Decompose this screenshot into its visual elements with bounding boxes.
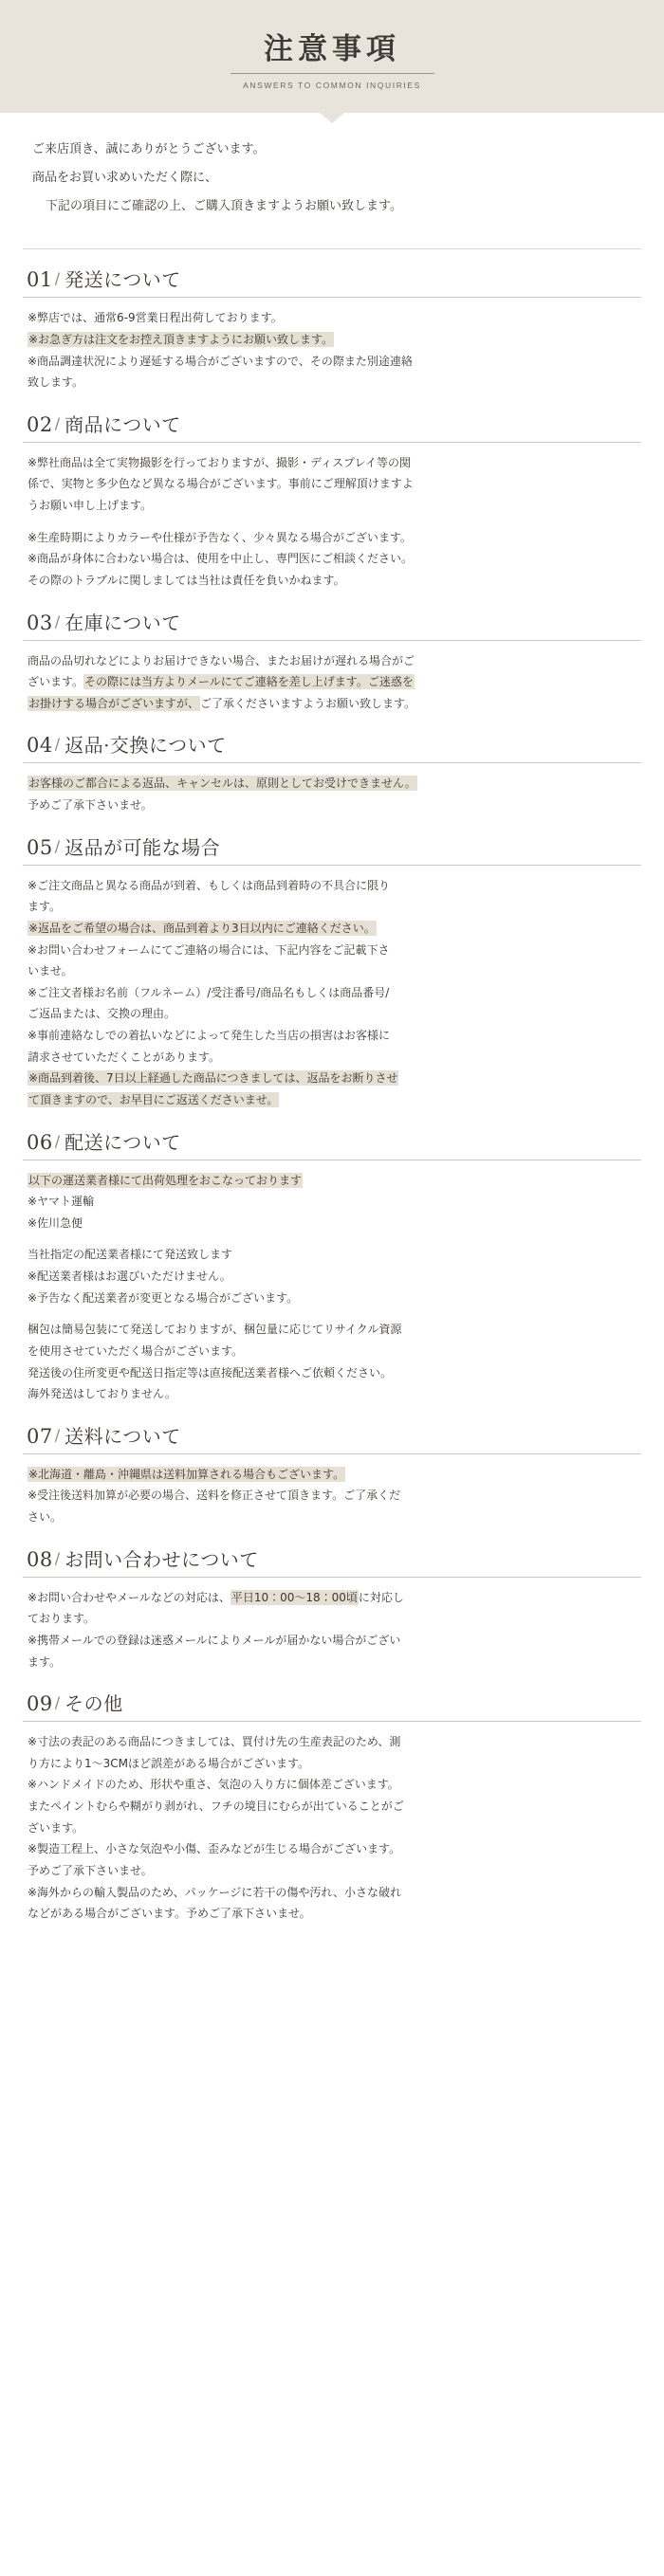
section-number: 07 (27, 1424, 53, 1448)
section-title: 返品·交換について (65, 734, 227, 758)
highlighted-text: ※北海道・離島・沖縄県は送料加算される場合もございます。 (28, 1467, 345, 1481)
section-number: 08 (27, 1547, 53, 1571)
section-number: 05 (27, 835, 53, 859)
page-header (0, 0, 664, 113)
section-line: ※お問い合わせフォームにてご連絡の場合には、下記内容をご記載下さ (28, 942, 390, 957)
section-line: 致します。 (28, 375, 84, 390)
section-line: ※ヤマト運輸 (28, 1195, 95, 1209)
section-line: ※佐川急便 (28, 1215, 83, 1230)
section-body (23, 1588, 641, 1672)
section-line: ※予告なく配送業者が変更となる場合がございます。 (28, 1290, 299, 1305)
section-line: いませ。 (28, 964, 73, 978)
section-title: 送料について (65, 1424, 181, 1448)
section-line: ※お問い合わせやメールなどの対応は、平日10：00～18：00頃に対応し (28, 1590, 404, 1604)
section-line: ます。 (28, 900, 62, 914)
section-line: 当社指定の配送業者様にて発送致します (28, 1248, 233, 1262)
highlighted-text: ※商品到着後、7日以上経過した商品につきましては、返品をお断りさせ (28, 1071, 398, 1086)
section-header (23, 1689, 641, 1722)
section-number: 01 (27, 268, 53, 292)
section-line: お掛けする場合がございますが、ご了承くださいますようお願い致します。 (28, 696, 416, 710)
sections-container (0, 249, 664, 1924)
section-slash: / (54, 735, 61, 754)
section-line (28, 1069, 636, 1088)
section-body (23, 1732, 641, 1924)
section-body (23, 876, 641, 1110)
section-number: 03 (27, 611, 53, 634)
section-line: ざいます。 (28, 1820, 84, 1835)
section-line: ※事前連絡なしでの着払いなどによって発生した当店の損害はお客様に (28, 1029, 391, 1042)
section-line: ※ご注文商品と異なる商品が到着、もしくは商品到着時の不具合に限り (28, 878, 391, 892)
section-line: ます。 (28, 1654, 62, 1669)
section-body (23, 453, 641, 591)
title-divider (231, 73, 434, 74)
section-line: ※配送業者様はお選びいただけません。 (28, 1270, 231, 1283)
section-line: などがある場合がございます。予めご了承下さいませ。 (28, 1907, 311, 1921)
section-line: さい。 (28, 1510, 63, 1524)
page-subtitle: ANSWERS TO COMMON INQUIRIES (243, 81, 421, 90)
section-line: 商品の品切れなどによりお届けできない場合、またお届けが遅れる場合がご (28, 653, 415, 667)
intro-block (0, 113, 664, 248)
section-slash: / (54, 1131, 61, 1150)
section-line: ております。 (28, 1612, 96, 1626)
section-line (28, 1171, 636, 1191)
section-number: 04 (27, 734, 53, 758)
section-line: ※弊店では、通常6-9営業日程出荷しております。 (28, 311, 283, 325)
section-slash: / (54, 612, 61, 630)
section-line: 梱包は簡易包装にて発送しておりますが、梱包量に応じてリサイクル資源 (28, 1323, 402, 1337)
section-line: ※生産時期によりカラーや仕様が予告なく、少々異なる場合がございます。 (28, 530, 412, 544)
section-number: 06 (27, 1130, 53, 1154)
section-title: 配送について (65, 1130, 181, 1154)
section-line: ※受注後送料加算が必要の場合、送料を修正させて頂きます。ご了承くだ (28, 1489, 401, 1503)
section-header (23, 1544, 641, 1578)
section-line: 請求させていただくことがあります。 (28, 1050, 221, 1064)
intro-line-2: 商品をお買い求めいただく際に、 (32, 170, 218, 185)
section-line (28, 774, 636, 794)
section-01 (23, 249, 641, 393)
section-title: 在庫について (65, 611, 181, 634)
section-line: ご返品または、交換の理由。 (28, 1007, 176, 1021)
section-title: お問い合わせについて (65, 1547, 259, 1571)
section-line (28, 1090, 636, 1110)
section-body (23, 651, 641, 714)
section-line: その際のトラブルに関しましては当社は責任を負いかねます。 (28, 573, 345, 587)
down-arrow-icon (320, 113, 344, 123)
section-slash: / (54, 1693, 61, 1712)
section-line (28, 1465, 636, 1485)
section-header (23, 1421, 641, 1454)
section-line: うお願い申し上げます。 (28, 499, 153, 512)
section-line: ※ハンドメイドのため、形状や重さ、気泡の入り方に個体差ございます。 (28, 1778, 399, 1792)
section-line: ※寸法の表記のある商品につきましては、買付け先の生産表記のため、測 (28, 1735, 401, 1749)
section-line: ※海外からの輸入製品のため、パッケージに若干の傷や汚れ、小さな破れ (28, 1885, 402, 1899)
section-slash: / (54, 269, 61, 288)
highlighted-text: お掛けする場合がございますが、 (28, 696, 200, 710)
section-line: ※商品調達状況により遅延する場合がございますので、その際また別途連絡 (28, 354, 413, 368)
section-line: り方により1～3CMほど誤差がある場合がございます。 (28, 1756, 310, 1770)
intro-line-3: 下記の項目にご確認の上、ご購入頂きますようお願い致します。 (46, 198, 402, 213)
section-line (28, 919, 636, 939)
highlighted-text: 平日10：00～18：00頃 (231, 1590, 358, 1604)
section-06 (23, 1112, 641, 1404)
section-07 (23, 1406, 641, 1527)
section-header (23, 410, 641, 443)
section-header (23, 265, 641, 298)
section-line: ※携帯メールでの登録は迷惑メールによりメールが届かない場合がござい (28, 1633, 401, 1647)
section-header (23, 730, 641, 763)
section-line: ※製造工程上、小さな気泡や小傷、歪みなどが生じる場合がございます。 (28, 1842, 401, 1856)
highlighted-text: て頂きますので、お早目にご返送くださいませ。 (28, 1092, 279, 1106)
intro-line-1: ご来店頂き、誠にありがとうございます。 (32, 142, 266, 156)
section-03 (23, 593, 641, 714)
highlighted-text: ※返品をご希望の場合は、商品到着より3日以内にご連絡ください。 (28, 921, 376, 935)
section-title: その他 (65, 1692, 123, 1716)
section-slash: / (54, 413, 61, 432)
section-title: 商品について (65, 412, 181, 436)
highlighted-text: お客様のご都合による返品、キャンセルは、原則としてお受けできません。 (28, 776, 416, 791)
section-05 (23, 817, 641, 1110)
section-title: 発送について (65, 268, 181, 292)
section-number: 02 (27, 412, 53, 436)
section-line: を使用させていただく場合がございます。 (28, 1343, 244, 1358)
section-body (23, 1465, 641, 1527)
section-09 (23, 1673, 641, 1924)
section-line: ※商品が身体に合わない場合は、使用を中止し、専門医にご相談ください。 (28, 552, 414, 566)
section-02 (23, 394, 641, 591)
section-line: 予めご了承下さいませ。 (28, 1863, 153, 1877)
section-number: 09 (27, 1692, 53, 1716)
section-line: 海外発送はしておりません。 (28, 1387, 176, 1401)
section-line: 係で、実物と多少色など異なる場合がございます。事前にご理解頂けますよ (28, 477, 414, 491)
section-header (23, 1127, 641, 1160)
section-body (23, 1171, 641, 1404)
section-line (28, 330, 636, 350)
highlighted-text: 以下の運送業者様にて出荷処理をおこなっております (28, 1173, 303, 1187)
section-04 (23, 715, 641, 814)
section-header (23, 608, 641, 641)
section-08 (23, 1529, 641, 1672)
section-slash: / (54, 1425, 61, 1444)
highlighted-text: その際には当方よりメールにてご連絡を差し上げます。ご迷惑を (84, 675, 414, 689)
section-line: 予めご了承下さいませ。 (28, 798, 153, 812)
page-title: 注意事項 (264, 32, 400, 66)
section-body (23, 308, 641, 393)
section-slash: / (54, 836, 61, 855)
section-line: ざいます。その際には当方よりメールにてご連絡を差し上げます。ご迷惑を (28, 675, 414, 689)
section-line: ※弊社商品は全て実物撮影を行っておりますが、撮影・ディスプレイ等の関 (28, 455, 412, 469)
section-slash: / (54, 1548, 61, 1567)
section-body (23, 774, 641, 814)
section-line: ※ご注文者様お名前（フルネーム）/受注番号/商品名もしくは商品番号/ (28, 985, 390, 999)
section-header (23, 832, 641, 866)
section-line: 発送後の住所変更や配送日指定等は直接配送業者様へご依頼ください。 (28, 1365, 393, 1379)
section-line: またペイントむらや糊がり剥がれ、フチの境目にむらが出ていることがご (28, 1800, 404, 1813)
section-title: 返品が可能な場合 (65, 835, 221, 859)
highlighted-text: ※お急ぎ方は注文をお控え頂きますようにお願い致します。 (28, 332, 334, 346)
